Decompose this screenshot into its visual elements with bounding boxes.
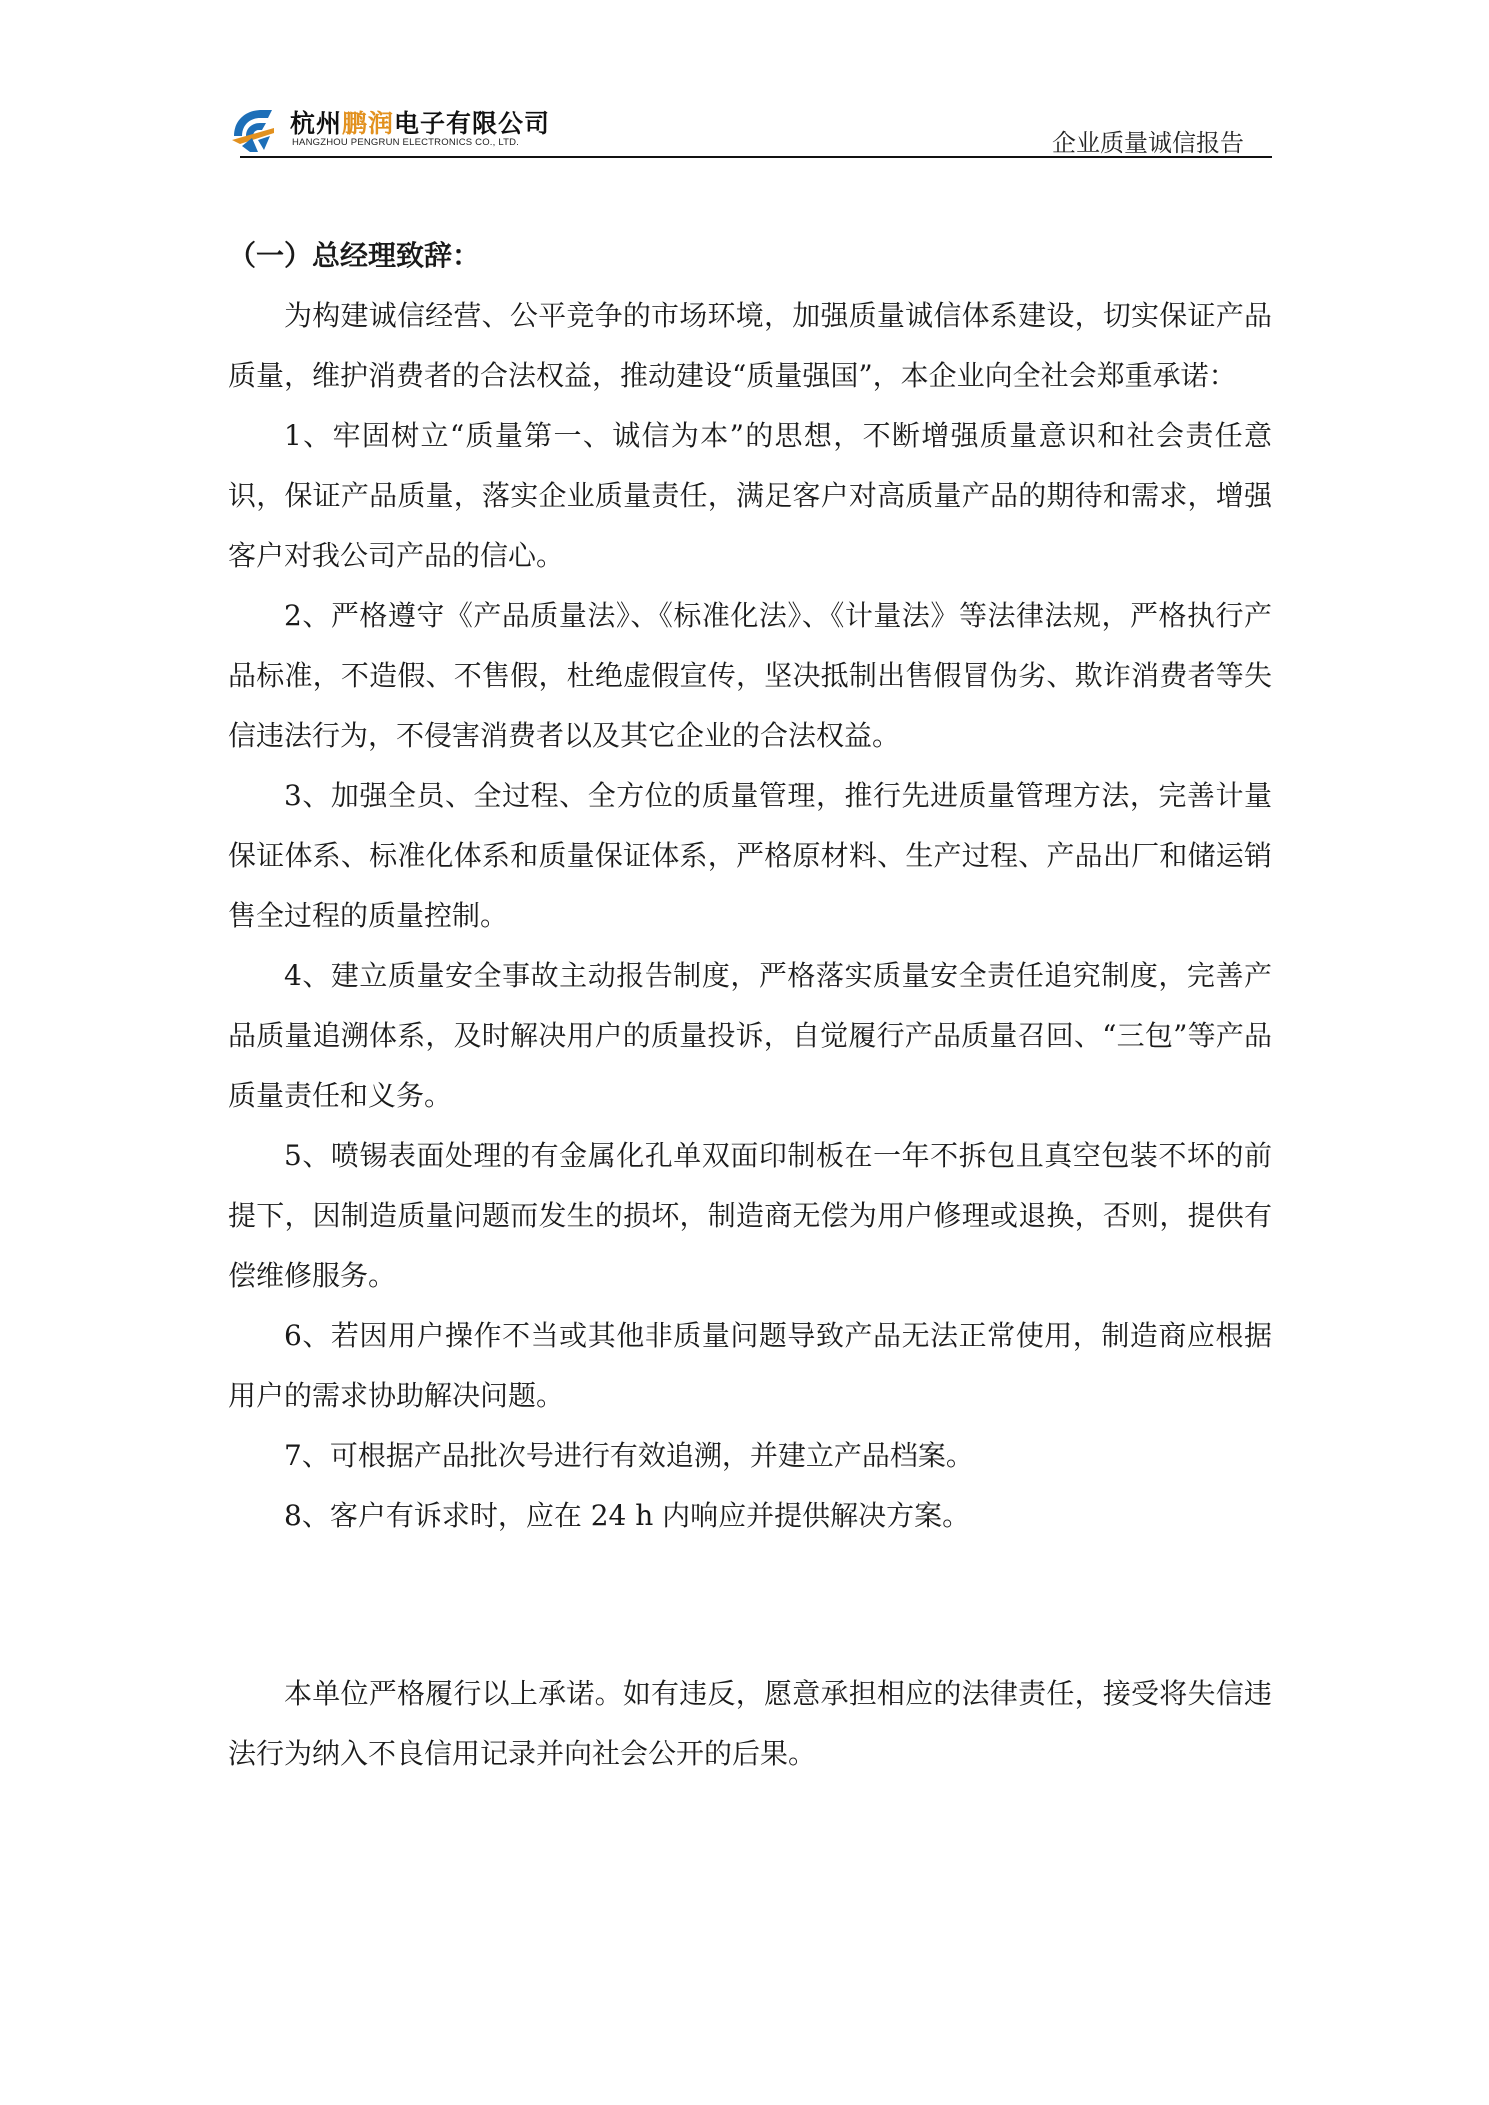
- commitment-item-6: 6、若因用户操作不当或其他非质量问题导致产品无法正常使用，制造商应根据用户的需求协助解决问题。: [228, 1319, 1272, 1412]
- company-name-cn-accent: 鹏润: [342, 109, 395, 138]
- commitment-item-8: 8、客户有诉求时，应在 24 h 内响应并提供解决方案。: [284, 1499, 971, 1532]
- section-title: （一）总经理致辞：: [228, 239, 481, 272]
- document-body: [228, 226, 1272, 1784]
- company-name-en: HANGZHOU PENGRUN ELECTRONICS CO., LTD.: [292, 137, 519, 148]
- commitment-item-2: 2、严格遵守《产品质量法》、《标准化法》、《计量法》等法律法规，严格执行产品标准，不造假、不售假，杜绝虚假宣传，坚决抵制出售假冒伪劣、欺诈消费者等失信违法行为，不侵害消费者以及其它企业的合法权益。: [228, 599, 1272, 752]
- company-name-cn-suffix: 电子有限公司: [394, 109, 551, 138]
- company-name-cn-prefix: 杭州: [290, 109, 343, 138]
- intro-paragraph: 为构建诚信经营、公平竞争的市场环境，加强质量诚信体系建设，切实保证产品质量，维护消费者的合法权益，推动建设“质量强国”，本企业向全社会郑重承诺：: [228, 299, 1272, 392]
- company-logo-icon: [228, 106, 278, 154]
- page-header: [228, 100, 1272, 160]
- commitment-item-5: 5、喷锡表面处理的有金属化孔单双面印制板在一年不拆包且真空包装不坏的前提下，因制造质量问题而发生的损坏，制造商无偿为用户修理或退换，否则，提供有偿维修服务。: [228, 1139, 1272, 1292]
- commitment-item-7: 7、可根据产品批次号进行有效追溯，并建立产品档案。: [284, 1439, 974, 1472]
- commitment-item-4: 4、建立质量安全事故主动报告制度，严格落实质量安全责任追究制度，完善产品质量追溯体系，及时解决用户的质量投诉，自觉履行产品质量召回、“三包”等产品质量责任和义务。: [228, 959, 1272, 1112]
- company-name-cn: [290, 104, 550, 140]
- header-divider: [240, 156, 1272, 158]
- commitment-item-1: 1、牢固树立“质量第一、诚信为本”的思想，不断增强质量意识和社会责任意识，保证产品质量，落实企业质量责任，满足客户对高质量产品的期待和需求，增强客户对我公司产品的信心。: [228, 419, 1272, 572]
- report-title: 企业质量诚信报告: [1052, 129, 1244, 157]
- commitment-item-3: 3、加强全员、全过程、全方位的质量管理，推行先进质量管理方法，完善计量保证体系、标准化体系和质量保证体系，严格原材料、生产过程、产品出厂和储运销售全过程的质量控制。: [228, 779, 1272, 932]
- closing-paragraph: 本单位严格履行以上承诺。如有违反，愿意承担相应的法律责任，接受将失信违法行为纳入不良信用记录并向社会公开的后果。: [228, 1677, 1272, 1770]
